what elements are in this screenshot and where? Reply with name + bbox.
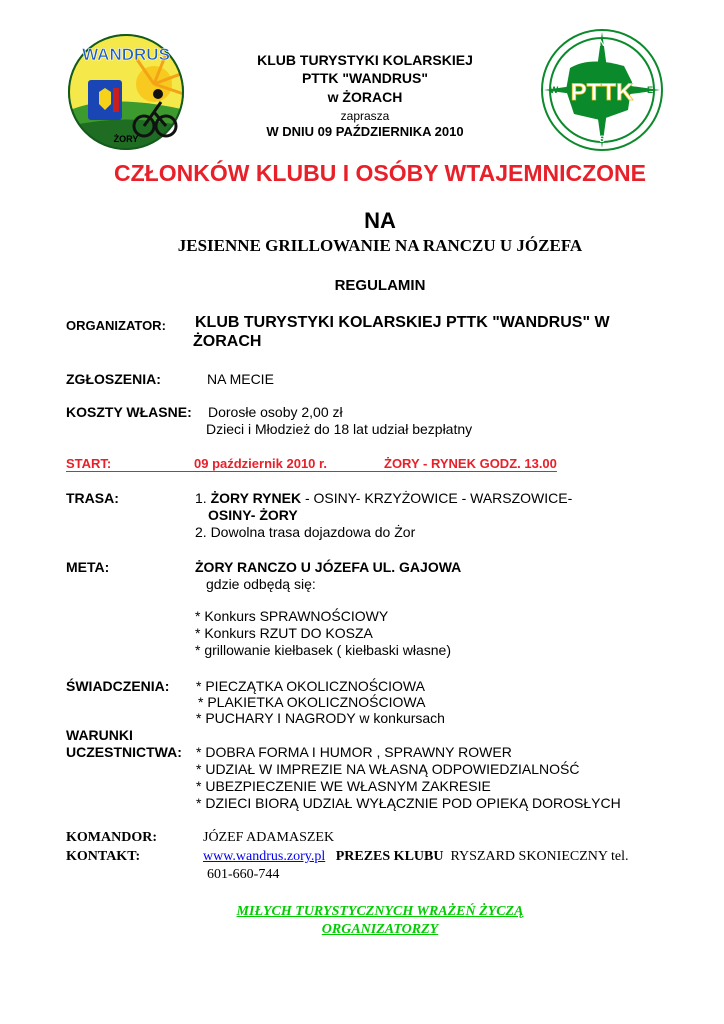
meta-item: * grillowanie kiełbasek ( kiełbaski własne) <box>195 642 451 658</box>
footer-organizers: ORGANIZATORZY <box>321 922 439 937</box>
komandor-label: KOMANDOR: <box>66 830 157 845</box>
svg-text:ŻORY: ŻORY <box>113 134 139 144</box>
svg-text:PTTK: PTTK <box>570 79 634 106</box>
start-place: ŻORY - RYNEK GODZ. 13.00 <box>384 456 557 471</box>
svg-text:W: W <box>549 85 559 95</box>
organizator-value-1: KLUB TURYSTYKI KOLARSKIEJ PTTK "WANDRUS" W <box>195 314 610 331</box>
svg-text:S: S <box>598 134 606 144</box>
meta-value: ŻORY RANCZO U JÓZEFA UL. GAJOWA <box>195 559 462 575</box>
title-na: NA <box>364 208 396 233</box>
svg-text:WANDRUS: WANDRUS <box>82 45 170 64</box>
koszty-label: KOSZTY WŁASNE: <box>66 404 192 420</box>
organizator-label: ORGANIZATOR: <box>66 318 166 333</box>
meta-label: META: <box>66 559 110 575</box>
warunki-label-2: UCZESTNICTWA: <box>66 744 182 760</box>
meta-sub: gdzie odbędą się: <box>206 576 316 592</box>
swiadczenia-label: ŚWIADCZENIA: <box>66 678 170 694</box>
swiadczenia-item: * PLAKIETKA OKOLICZNOŚCIOWA <box>198 694 426 710</box>
kontakt-label: KONTAKT: <box>66 849 141 864</box>
meta-item: * Konkurs SPRAWNOŚCIOWY <box>195 608 389 624</box>
footer-wishes: MIŁYCH TURYSTYCZNYCH WRAŻEŃ ŻYCZĄ <box>236 904 524 919</box>
trasa-item-2: 2. Dowolna trasa dojazdowa do Żor <box>195 524 416 540</box>
header-line3: w ŻORACH <box>327 89 403 105</box>
warunki-item: * UDZIAŁ W IMPREZIE NA WŁASNĄ ODPOWIEDZIALNOŚĆ <box>196 761 580 777</box>
header-line1: KLUB TURYSTYKI KOLARSKIEJ <box>257 52 473 68</box>
regulamin-heading: REGULAMIN <box>334 277 426 294</box>
komandor-value: JÓZEF ADAMASZEK <box>203 830 335 845</box>
warunki-item: * DOBRA FORMA I HUMOR , SPRAWNY ROWER <box>196 744 512 760</box>
meta-item: * Konkurs RZUT DO KOSZA <box>195 625 373 641</box>
kontakt-phone: 601-660-744 <box>207 867 280 882</box>
pttk-logo <box>540 28 664 152</box>
header-line2: PTTK "WANDRUS" <box>301 70 429 86</box>
warunki-label-1: WARUNKI <box>66 727 133 743</box>
start-date: 09 październik 2010 r. <box>194 456 384 472</box>
organizator-value-2: ŻORACH <box>193 333 262 350</box>
header-line4: zaprasza <box>340 109 390 123</box>
svg-text:E: E <box>646 85 654 95</box>
kontakt-line <box>203 849 628 865</box>
svg-text:N: N <box>598 38 606 48</box>
page-subtitle: JESIENNE GRILLOWANIE NA RANCZU U JÓZEFA <box>177 236 583 255</box>
koszty-value-2: Dzieci i Młodzież do 18 lat udział bezpłatny <box>206 421 473 437</box>
zgloszenia-label: ZGŁOSZENIA: <box>66 371 161 387</box>
wandrus-logo <box>66 32 186 152</box>
start-label: START: <box>66 456 194 472</box>
prezes-name: RYSZARD SKONIECZNY tel. <box>450 849 629 864</box>
page-title: CZŁONKÓW KLUBU I OSÓBY WTAJEMNICZONE <box>114 160 646 186</box>
prezes-label: PREZES KLUBU <box>335 849 444 864</box>
swiadczenia-item: * PUCHARY I NAGRODY w konkursach <box>196 710 445 726</box>
trasa-item-1: 1. ŻORY RYNEK - OSINY- KRZYŻOWICE - WARSZOWICE- <box>195 490 573 506</box>
warunki-item: * UBEZPIECZENIE WE WŁASNYM ZAKRESIE <box>196 778 491 794</box>
zgloszenia-value: NA MECIE <box>207 371 274 387</box>
trasa-item-1-cont: OSINY- ŻORY <box>208 507 298 523</box>
warunki-item: * DZIECI BIORĄ UDZIAŁ WYŁĄCZNIE POD OPIEKĄ DOROSŁYCH <box>196 795 621 811</box>
website-link[interactable]: www.wandrus.zory.pl <box>203 849 326 864</box>
header-date: W DNIU 09 PAŹDZIERNIKA 2010 <box>266 124 464 139</box>
swiadczenia-item: * PIECZĄTKA OKOLICZNOŚCIOWA <box>196 678 425 694</box>
trasa-start-point: ŻORY RYNEK <box>210 490 302 506</box>
koszty-value-1: Dorosłe osoby 2,00 zł <box>208 404 343 420</box>
trasa-label: TRASA: <box>66 490 119 506</box>
